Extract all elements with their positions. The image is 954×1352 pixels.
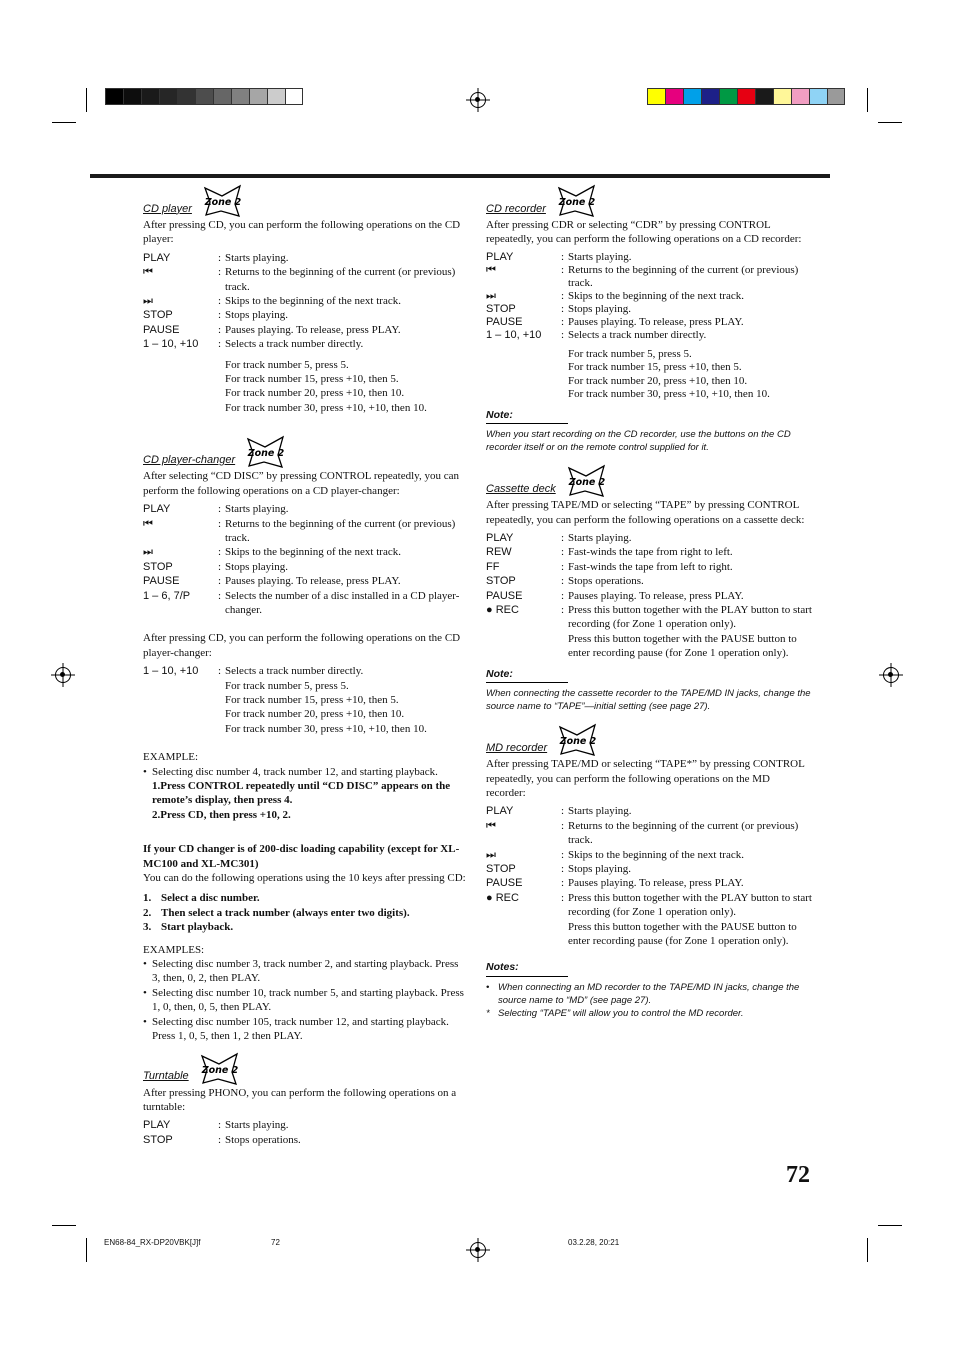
track-example: For track number 5, press 5.	[225, 679, 349, 692]
operation-row	[143, 337, 466, 351]
operation-key: ⏮	[486, 819, 496, 832]
turntable-operations	[143, 1118, 466, 1147]
note-heading: Note:	[486, 408, 568, 424]
colon: :	[218, 503, 222, 516]
track-example: For track number 20, press +10, then 10.	[225, 708, 405, 721]
operation-key: PAUSE	[486, 589, 523, 602]
left-column	[143, 184, 466, 1153]
color-swatch	[665, 88, 683, 105]
cd-recorder-intro: After pressing CDR or selecting “CDR” by pressing CONTROL repeatedly, you can perform the following operations on a CD recorder:	[486, 219, 802, 246]
md-rec-extra: Press this button together with the PAUSE button to enter recording pause (for Zone 1 operation only).	[568, 920, 797, 947]
registration-mark-icon	[470, 1242, 486, 1258]
operation-description: Selects the number of a disc installed in a CD player-changer.	[225, 589, 460, 616]
svg-text:Zone 2: Zone 2	[559, 736, 597, 748]
cassette-note: When connecting the cassette recorder to the TAPE/MD IN jacks, change the source name to “TAPE”—initial setting (see page 27).	[486, 688, 811, 713]
colon: :	[218, 517, 222, 530]
color-swatch	[195, 88, 213, 105]
colon: :	[218, 266, 222, 279]
turntable-intro: After pressing PHONO, you can perform the following operations on a turntable:	[143, 1086, 457, 1113]
operation-key: PLAY	[143, 251, 171, 264]
note-text: Selecting “TAPE” will allow you to control the MD recorder.	[498, 1007, 744, 1019]
crop-mark	[867, 88, 868, 112]
step-number: 1.	[143, 892, 152, 905]
note-marker: *	[486, 1007, 490, 1019]
operation-row	[143, 308, 466, 322]
track-example: For track number 15, press +10, then 5.	[568, 361, 742, 374]
numbered-step	[143, 906, 466, 920]
color-swatch	[647, 88, 665, 105]
track-example: For track number 15, press +10, then 5.	[225, 373, 399, 386]
operation-row	[486, 603, 812, 632]
colon: :	[561, 848, 565, 861]
colon: :	[218, 546, 222, 559]
operation-row	[486, 589, 812, 603]
cd-player-intro: After pressing CD, you can perform the following operations on the CD player:	[143, 219, 461, 246]
operation-row	[486, 531, 812, 545]
operation-key: PLAY	[143, 1119, 171, 1132]
operation-row	[143, 251, 466, 265]
operation-description: Pauses playing. To release, press PLAY.	[568, 315, 744, 328]
operation-row	[143, 294, 466, 308]
operation-key: 1 – 6, 7/P	[143, 589, 191, 602]
bullet: •	[143, 958, 147, 971]
zone2-icon	[202, 184, 244, 218]
colon: :	[218, 560, 222, 573]
svg-text:Zone 2: Zone 2	[558, 197, 596, 208]
colon: :	[218, 1133, 222, 1146]
operation-description: Returns to the beginning of the current (or previous) track.	[568, 819, 799, 847]
colon: :	[561, 877, 565, 890]
note-text: When connecting an MD recorder to the TAPE/MD IN jacks, change the source name to “MD” (see page 27).	[498, 981, 800, 1006]
operation-key: ⏭	[143, 546, 153, 559]
example-item	[143, 986, 466, 1015]
operation-description: Stops playing.	[225, 309, 288, 322]
operation-key: 1 – 10, +10	[143, 665, 199, 678]
operation-row	[143, 560, 466, 574]
color-swatch	[701, 88, 719, 105]
operation-row	[486, 804, 812, 818]
bullet: •	[143, 1015, 147, 1028]
cd-recorder-track-examples	[486, 348, 812, 402]
operation-description: Stops playing.	[568, 862, 631, 875]
operation-description: Skips to the beginning of the next track.	[225, 546, 401, 559]
operation-row	[486, 316, 812, 329]
operation-key: STOP	[486, 575, 516, 588]
operation-row	[143, 1118, 466, 1132]
colon: :	[218, 338, 222, 351]
section-header-cd-player	[143, 184, 466, 218]
operation-description: Returns to the beginning of the current (or previous) track.	[225, 517, 456, 544]
operation-key: PAUSE	[486, 877, 523, 890]
section-title: MD recorder	[486, 741, 548, 754]
operation-description: Skips to the beginning of the next track.	[225, 295, 401, 308]
example-steps	[143, 779, 466, 822]
colon: :	[561, 891, 565, 904]
operation-key: ⏭	[143, 295, 153, 308]
colon: :	[561, 546, 565, 559]
crop-mark	[878, 122, 902, 123]
operation-key: FF	[486, 560, 500, 573]
capacity-heading: If your CD changer is of 200-disc loading capability (except for XL-MC100 and XL-MC301)	[143, 843, 460, 870]
zone2-icon	[199, 1052, 241, 1086]
note-marker: •	[486, 981, 490, 993]
track-example: For track number 30, press +10, +10, then 10.	[225, 722, 427, 735]
operation-description: Stops playing.	[225, 560, 288, 573]
operation-description: Stops operations.	[568, 575, 644, 588]
footer-file: EN68-84_RX-DP20VBK[J]f	[104, 1238, 201, 1247]
operation-description: Pauses playing. To release, press PLAY.	[568, 589, 744, 602]
colon: :	[218, 309, 222, 322]
operation-description: Stops playing.	[568, 302, 631, 315]
operation-description: Skips to the beginning of the next track.	[568, 848, 744, 861]
examples-label: EXAMPLES:	[143, 943, 205, 956]
svg-text:Zone 2: Zone 2	[568, 477, 605, 489]
grayscale-color-bar	[105, 88, 303, 105]
bullet: •	[143, 986, 147, 999]
operation-key: STOP	[143, 1133, 173, 1146]
color-swatch	[285, 88, 303, 105]
operation-key: PLAY	[486, 250, 514, 263]
example-text: Selecting disc number 3, track number 2, and starting playback. Press 3, then, 0, 2, then PLAY.	[152, 958, 459, 985]
operation-description: Starts playing.	[225, 503, 289, 516]
colon: :	[561, 862, 565, 875]
header-rule	[90, 174, 830, 178]
colon: :	[218, 1119, 222, 1132]
colon: :	[561, 560, 565, 573]
step-number: 3.	[143, 921, 152, 934]
track-example: For track number 20, press +10, then 10.	[225, 387, 405, 400]
colon: :	[561, 589, 565, 602]
operation-description: Pauses playing. To release, press PLAY.	[225, 575, 401, 588]
operation-key: STOP	[486, 862, 516, 875]
cd-changer-intro: After selecting “CD DISC” by pressing CONTROL repeatedly, you can perform the following operations on a CD player-changer:	[143, 470, 459, 497]
step-text: Select a disc number.	[161, 892, 260, 905]
crop-mark	[52, 1225, 76, 1226]
color-swatch	[737, 88, 755, 105]
operation-row	[143, 1133, 466, 1147]
example-item	[143, 1015, 466, 1044]
color-swatch	[177, 88, 195, 105]
step-number: 2.	[143, 906, 152, 919]
page-number: 72	[786, 1162, 810, 1188]
operation-row	[143, 502, 466, 516]
crop-mark	[867, 1238, 868, 1262]
operation-description: Starts playing.	[568, 532, 632, 545]
operation-key: PAUSE	[143, 575, 180, 588]
operation-description: Fast-winds the tape from left to right.	[568, 560, 733, 573]
colon: :	[561, 263, 565, 276]
operation-key: STOP	[143, 309, 173, 322]
zone2-icon	[566, 464, 608, 498]
example-bullet: • Selecting disc number 4, track number 12, and starting playback.	[143, 765, 438, 778]
section-header-turntable	[143, 1052, 466, 1086]
operation-key: PLAY	[486, 532, 514, 545]
notes-heading: Notes:	[486, 960, 568, 976]
operation-description: Starts playing.	[568, 805, 632, 818]
color-swatch	[123, 88, 141, 105]
colon: :	[218, 589, 222, 602]
cd-player-operations	[143, 251, 466, 352]
operation-description: Returns to the beginning of the current (or previous) track.	[225, 266, 456, 293]
cd-changer-intro2: After pressing CD, you can perform the following operations on the CD player-changer:	[143, 632, 461, 659]
svg-text:Zone 2: Zone 2	[247, 448, 285, 460]
md-operations	[486, 804, 812, 919]
zone2-icon	[557, 723, 599, 757]
operation-key: PLAY	[143, 503, 171, 516]
example-text: Selecting disc number 105, track number 12, and starting playback. Press 1, 0, 5, then 1, 2 then PLAY.	[152, 1015, 449, 1043]
capacity-intro: You can do the following operations using the 10 keys after pressing CD:	[143, 872, 466, 885]
colon: :	[218, 575, 222, 588]
section-title: CD player-changer	[143, 453, 236, 466]
section-title: CD player	[143, 202, 192, 215]
operation-row	[486, 574, 812, 588]
operation-description: Selects a track number directly.	[225, 338, 364, 351]
footer-date: 03.2.28, 20:21	[568, 1238, 620, 1247]
cd-recorder-note: When you start recording on the CD recorder, use the buttons on the CD recorder itself or on the remote control supplied for it.	[486, 429, 791, 454]
example-text: Selecting disc number 10, track number 5, and starting playback. Press 1, 0, then, 0, 5, then PLAY.	[152, 986, 464, 1014]
track-example: For track number 5, press 5.	[225, 358, 349, 371]
crop-mark	[52, 122, 76, 123]
colon: :	[218, 295, 222, 308]
operation-key: ⏮	[143, 517, 153, 530]
operation-key: PAUSE	[143, 323, 180, 336]
color-swatch	[773, 88, 791, 105]
step-text: Start playback.	[161, 921, 234, 934]
operation-key: ⏭	[486, 848, 496, 861]
example-step: 2.Press CD, then press +10, 2.	[152, 808, 291, 821]
color-swatch	[213, 88, 231, 105]
cd-changer-track-examples	[143, 679, 466, 737]
section-title: CD recorder	[486, 202, 546, 215]
md-notes	[486, 981, 812, 1020]
operation-key: STOP	[486, 302, 516, 315]
section-title: Cassette deck	[486, 482, 556, 495]
operation-description: Press this button together with the PLAY button to start recording (for Zone 1 operation only).	[568, 891, 812, 919]
numbered-step	[143, 891, 466, 905]
operation-description: Skips to the beginning of the next track.	[568, 289, 744, 302]
track-example: For track number 30, press +10, +10, then 10.	[225, 401, 427, 414]
numbered-steps	[143, 891, 466, 934]
colon: :	[561, 302, 565, 315]
track-example: For track number 30, press +10, +10, then 10.	[568, 388, 770, 401]
color-swatch	[827, 88, 845, 105]
footer-page: 72	[271, 1238, 280, 1247]
crop-mark	[878, 1225, 902, 1226]
svg-text:Zone 2: Zone 2	[204, 197, 242, 208]
colon: :	[218, 323, 222, 336]
operation-row	[486, 545, 812, 559]
colon: :	[561, 575, 565, 588]
color-swatch	[683, 88, 701, 105]
cd-changer-operations	[143, 502, 466, 617]
operation-row	[486, 251, 812, 264]
md-intro: After pressing TAPE/MD or selecting “TAPE*” by pressing CONTROL repeatedly, you can perform the following operations on the MD recorder:	[486, 758, 805, 799]
color-swatch	[719, 88, 737, 105]
section-header-md	[486, 723, 812, 757]
color-swatch	[267, 88, 285, 105]
section-title: Turntable	[143, 1070, 189, 1083]
operation-key: PLAY	[486, 805, 514, 818]
operation-row	[486, 876, 812, 890]
operation-description: Starts playing.	[225, 1119, 289, 1132]
operation-description: Fast-winds the tape from right to left.	[568, 546, 733, 559]
section-header-cd-changer	[143, 435, 466, 469]
note-item	[486, 1007, 812, 1020]
colon: :	[561, 532, 565, 545]
operation-row	[143, 545, 466, 559]
color-swatch	[105, 88, 123, 105]
right-column	[486, 184, 812, 1020]
operation-key: 1 – 10, +10	[486, 328, 542, 341]
colon: :	[561, 805, 565, 818]
registration-mark-icon	[883, 667, 899, 683]
color-swatch	[791, 88, 809, 105]
operation-description: Starts playing.	[225, 251, 289, 264]
operation-description: Starts playing.	[568, 250, 632, 263]
cassette-intro: After pressing TAPE/MD or selecting “TAPE” by pressing CONTROL repeatedly, you can perform the following operations on a cassette deck:	[486, 499, 805, 526]
operation-row	[486, 303, 812, 316]
color-swatch	[249, 88, 267, 105]
operation-key: ⏮	[143, 266, 153, 279]
operation-description: Pauses playing. To release, press PLAY.	[225, 323, 401, 336]
operation-key: ● REC	[486, 604, 519, 617]
zone2-icon	[245, 435, 287, 469]
crop-mark	[86, 88, 87, 112]
cd-player-track-examples	[143, 358, 466, 416]
colon: :	[561, 328, 565, 341]
colon: :	[561, 250, 565, 263]
colon: :	[218, 251, 222, 264]
color-swatch	[141, 88, 159, 105]
operation-description: Selects a track number directly.	[225, 665, 364, 678]
operation-description: Pauses playing. To release, press PLAY.	[568, 877, 744, 890]
track-example: For track number 15, press +10, then 5.	[225, 693, 399, 706]
operation-row	[486, 891, 812, 920]
section-header-cassette	[486, 464, 812, 498]
process-color-bar	[647, 88, 845, 105]
operation-description: Returns to the beginning of the current (or previous) track.	[568, 263, 799, 289]
operation-key: ⏭	[486, 289, 496, 302]
operation-description: Stops operations.	[225, 1133, 301, 1146]
operation-row	[143, 589, 466, 618]
example-label: EXAMPLE:	[143, 751, 198, 764]
svg-text:Zone 2: Zone 2	[201, 1064, 238, 1076]
numbered-step	[143, 920, 466, 934]
operation-key: ● REC	[486, 891, 519, 904]
cassette-rec-extra: Press this button together with the PAUSE button to enter recording pause (for Zone 1 operation only).	[568, 632, 797, 660]
example-step: 1.Press CONTROL repeatedly until “CD DISC” appears on the remote’s display, then press 4.	[152, 780, 451, 807]
operation-row	[486, 862, 812, 876]
color-swatch	[231, 88, 249, 105]
operation-description: Selects a track number directly.	[568, 328, 707, 341]
color-swatch	[755, 88, 773, 105]
operation-row	[486, 819, 812, 848]
colon: :	[561, 315, 565, 328]
operation-row	[143, 323, 466, 337]
example-item	[143, 957, 466, 986]
cassette-operations	[486, 531, 812, 632]
operation-description: Press this button together with the PLAY button to start recording (for Zone 1 operation only).	[568, 604, 812, 631]
operation-row	[486, 329, 812, 342]
color-swatch	[159, 88, 177, 105]
operation-row: 1 – 10, +10 : Selects a track number directly.	[143, 664, 466, 678]
operation-key: 1 – 10, +10	[143, 338, 199, 351]
zone2-icon	[556, 184, 598, 218]
registration-mark-icon	[470, 92, 486, 108]
track-example: For track number 20, press +10, then 10.	[568, 374, 748, 387]
operation-key: PAUSE	[486, 315, 523, 328]
operation-row	[486, 560, 812, 574]
colon: :	[561, 604, 565, 617]
operation-key: REW	[486, 546, 512, 559]
cd-recorder-operations	[486, 251, 812, 342]
operation-key: ⏮	[486, 263, 496, 276]
crop-mark	[86, 1238, 87, 1262]
note-item	[486, 981, 812, 1007]
colon: :	[561, 289, 565, 302]
operation-row	[486, 290, 812, 303]
registration-mark-icon	[55, 667, 71, 683]
colon: :	[561, 819, 565, 832]
operation-row	[143, 574, 466, 588]
track-example: For track number 5, press 5.	[568, 347, 692, 360]
color-swatch	[809, 88, 827, 105]
operation-row	[143, 265, 466, 294]
operation-row	[486, 848, 812, 862]
examples-list	[143, 957, 466, 1043]
section-header-cd-recorder	[486, 184, 812, 218]
step-text: Then select a track number (always enter two digits).	[161, 906, 410, 919]
operation-row	[486, 264, 812, 290]
operation-row	[143, 517, 466, 546]
note-heading: Note:	[486, 667, 568, 683]
operation-key: STOP	[143, 560, 173, 573]
